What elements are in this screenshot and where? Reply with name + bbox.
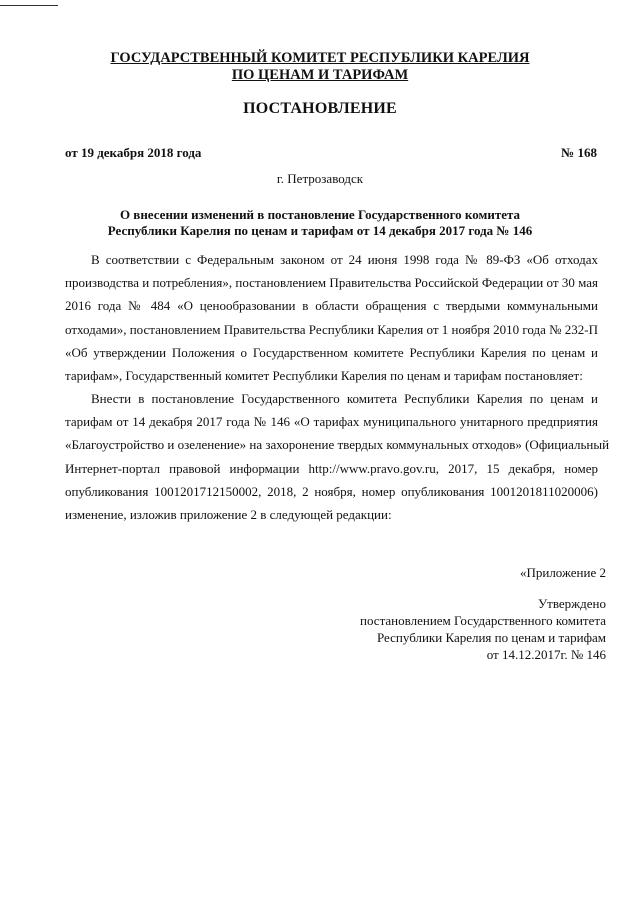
paragraph-line: В соответствии с Федеральным законом от 24 июня 1998 года № 89-ФЗ «Об отходах (91, 252, 598, 267)
paragraph-line: изменение, изложив приложение 2 в следующей редакции: (65, 507, 392, 523)
approval-block (286, 595, 606, 663)
paragraph-line: «Об утверждении Положения о Государственном комитете Республики Карелия по ценам и (65, 344, 598, 360)
authority-line-2: ПО ЦЕНАМ И ТАРИФАМ (231, 67, 409, 83)
approval-reference: от 14.12.2017г. № 146 (486, 647, 606, 662)
paragraph-line: Внести в постановление Государственного комитета Республики Карелия по ценам и (91, 391, 598, 406)
scan-edge-mark (0, 5, 58, 6)
subject-line-2: Республики Карелия по ценам и тарифам от 14 декабря 2017 года № 146 (107, 223, 533, 238)
approved-by-line-1: постановлением Государственного комитета (360, 613, 606, 628)
subject-line-1: О внесении изменений в постановление Государственного комитета (119, 207, 521, 222)
paragraph-line: опубликования 1001201712150002, 2018, 2 ноября, номер опубликования 1001201811020006) (65, 483, 598, 499)
preamble-paragraph (65, 248, 598, 387)
document-number: № 168 (561, 145, 597, 160)
issue-city: г. Петрозаводск (276, 171, 364, 186)
paragraph-line: Интернет-портал правовой информации http://www.pravo.gov.ru, 2017, 15 декабря, номер (65, 460, 598, 476)
issuing-authority (0, 50, 640, 84)
paragraph-line: 2016 года № 484 «О ценообразовании в области обращения с твердыми коммунальными (65, 298, 598, 314)
authority-line-1: ГОСУДАРСТВЕННЫЙ КОМИТЕТ РЕСПУБЛИКИ КАРЕЛИЯ (110, 50, 530, 66)
appendix-label: «Приложение 2 (519, 565, 606, 580)
paragraph-line: «Благоустройство и озеленение» на захоронение твердых коммунальных отходов» (Официальный (65, 437, 610, 453)
paragraph-line: производства и потребления», постановлением Правительства Российской Федерации от 30 мая (65, 275, 598, 291)
date-number-row (65, 145, 597, 161)
approved-word: Утверждено (537, 596, 606, 611)
paragraph-line: отходами», постановлением Правительства Республики Карелия от 1 ноября 2010 года № 232-П (65, 321, 598, 337)
document-type: ПОСТАНОВЛЕНИЕ (243, 100, 397, 117)
document-date: от 19 декабря 2018 года (65, 145, 202, 160)
approved-by-line-2: Республики Карелия по ценам и тарифам (376, 630, 606, 645)
paragraph-line: тарифам», Государственный комитет Республики Карелия по ценам и тарифам постановляет: (65, 368, 583, 384)
document-subject (0, 207, 640, 239)
paragraph-line: тарифам от 14 декабря 2017 года № 146 «О тарифах муниципального унитарного предприятия (65, 414, 598, 430)
resolution-paragraph (65, 387, 610, 526)
